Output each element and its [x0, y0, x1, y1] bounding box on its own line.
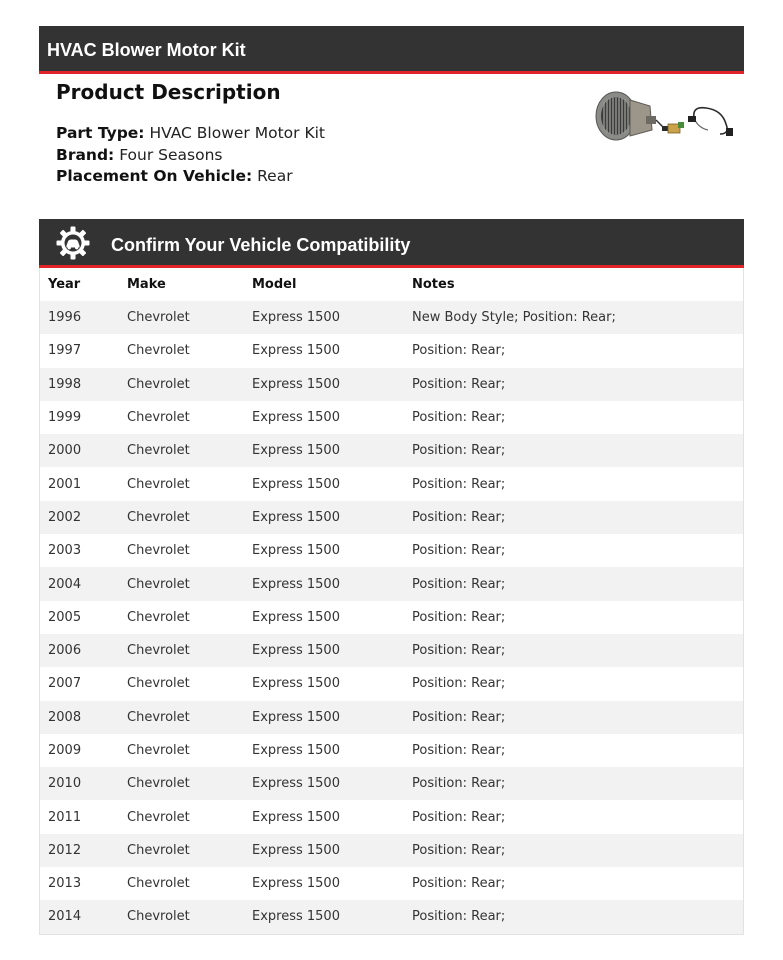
cell-notes: Position: Rear; [412, 410, 506, 426]
cell-year: 1997 [48, 343, 82, 359]
table-row [40, 434, 743, 467]
table-row [40, 601, 743, 634]
column-header-model: Model [252, 277, 297, 292]
cell-year: 2005 [48, 609, 82, 625]
cell-make: Chevrolet [127, 376, 190, 392]
cell-notes: Position: Rear; [412, 809, 506, 825]
table-row [40, 534, 743, 567]
table-row [40, 900, 743, 933]
table-row [40, 368, 743, 401]
cell-year: 2007 [48, 676, 82, 692]
cell-notes: Position: Rear; [412, 509, 506, 525]
cell-make: Chevrolet [127, 709, 190, 725]
cell-year: 2011 [48, 809, 82, 825]
cell-year: 2002 [48, 509, 82, 525]
table-row [40, 401, 743, 434]
cell-year: 2000 [48, 443, 82, 459]
cell-year: 2012 [48, 842, 82, 858]
cell-make: Chevrolet [127, 310, 190, 326]
cell-notes: Position: Rear; [412, 776, 506, 792]
cell-model: Express 1500 [252, 343, 340, 359]
cell-model: Express 1500 [252, 543, 340, 559]
table-row [40, 467, 743, 500]
cell-notes: Position: Rear; [412, 643, 506, 659]
compatibility-table [39, 268, 744, 935]
cell-make: Chevrolet [127, 576, 190, 592]
cell-notes: Position: Rear; [412, 842, 506, 858]
product-title: HVAC Blower Motor Kit [47, 40, 246, 60]
cell-year: 2004 [48, 576, 82, 592]
table-row [40, 834, 743, 867]
cell-model: Express 1500 [252, 776, 340, 792]
cell-notes: Position: Rear; [412, 476, 506, 492]
spec-brand [56, 146, 223, 164]
table-row [40, 501, 743, 534]
cell-model: Express 1500 [252, 809, 340, 825]
table-row [40, 567, 743, 600]
cell-notes: Position: Rear; [412, 343, 506, 359]
cell-year: 1998 [48, 376, 82, 392]
cell-make: Chevrolet [127, 909, 190, 925]
cell-model: Express 1500 [252, 443, 340, 459]
table-row [40, 334, 743, 367]
cell-make: Chevrolet [127, 842, 190, 858]
spec-placement [56, 167, 293, 185]
cell-model: Express 1500 [252, 376, 340, 392]
cell-model: Express 1500 [252, 576, 340, 592]
table-row [40, 867, 743, 900]
cell-model: Express 1500 [252, 743, 340, 758]
cell-year: 2013 [48, 876, 82, 892]
cell-notes: New Body Style; Position: Rear; [412, 310, 616, 326]
table-row [40, 800, 743, 833]
cell-make: Chevrolet [127, 743, 190, 758]
cell-make: Chevrolet [127, 643, 190, 659]
cell-year: 2008 [48, 709, 82, 725]
spec-part-type [56, 124, 325, 142]
cell-notes: Position: Rear; [412, 376, 506, 392]
description-heading: Product Description [56, 80, 281, 104]
cell-model: Express 1500 [252, 876, 340, 892]
table-row [40, 767, 743, 800]
cell-make: Chevrolet [127, 476, 190, 492]
cell-notes: Position: Rear; [412, 909, 506, 925]
cell-notes: Position: Rear; [412, 676, 506, 692]
cell-model: Express 1500 [252, 842, 340, 858]
table-body [40, 301, 743, 934]
cell-make: Chevrolet [127, 609, 190, 625]
cell-make: Chevrolet [127, 410, 190, 426]
spec-label: Brand: [56, 146, 115, 164]
cell-make: Chevrolet [127, 876, 190, 892]
spec-value: Rear [257, 167, 293, 185]
table-row [40, 667, 743, 700]
table-row [40, 734, 743, 767]
table-header-row [40, 268, 743, 301]
cell-notes: Position: Rear; [412, 609, 506, 625]
spec-value: HVAC Blower Motor Kit [149, 124, 325, 142]
cell-model: Express 1500 [252, 476, 340, 492]
cell-notes: Position: Rear; [412, 443, 506, 459]
cell-make: Chevrolet [127, 343, 190, 359]
cell-model: Express 1500 [252, 909, 340, 925]
spec-value: Four Seasons [119, 146, 223, 164]
cell-year: 2001 [48, 476, 82, 492]
cell-make: Chevrolet [127, 543, 190, 559]
cell-model: Express 1500 [252, 509, 340, 525]
cell-make: Chevrolet [127, 776, 190, 792]
spec-label: Part Type: [56, 124, 145, 142]
product-title-bar [39, 26, 744, 74]
compatibility-header [39, 219, 744, 268]
cell-model: Express 1500 [252, 410, 340, 426]
cell-model: Express 1500 [252, 310, 340, 326]
cell-year: 1999 [48, 410, 82, 426]
cell-make: Chevrolet [127, 809, 190, 825]
gear-car-icon [56, 226, 90, 260]
column-header-year: Year [48, 277, 81, 292]
cell-notes: Position: Rear; [412, 876, 506, 892]
cell-year: 2006 [48, 643, 82, 659]
product-image [590, 78, 740, 148]
cell-year: 2010 [48, 776, 82, 792]
cell-notes: Position: Rear; [412, 543, 506, 559]
cell-year: 2009 [48, 743, 82, 758]
column-header-make: Make [127, 277, 166, 292]
cell-year: 1996 [48, 310, 82, 326]
cell-year: 2003 [48, 543, 82, 559]
table-row [40, 634, 743, 667]
cell-model: Express 1500 [252, 709, 340, 725]
cell-make: Chevrolet [127, 509, 190, 525]
cell-make: Chevrolet [127, 443, 190, 459]
spec-label: Placement On Vehicle: [56, 167, 253, 185]
compatibility-title: Confirm Your Vehicle Compatibility [111, 235, 411, 255]
cell-notes: Position: Rear; [412, 709, 506, 725]
cell-notes: Position: Rear; [412, 576, 506, 592]
cell-model: Express 1500 [252, 676, 340, 692]
cell-notes: Position: Rear; [412, 743, 506, 758]
cell-model: Express 1500 [252, 643, 340, 659]
table-row [40, 701, 743, 734]
cell-model: Express 1500 [252, 609, 340, 625]
cell-year: 2014 [48, 909, 82, 925]
column-header-notes: Notes [412, 277, 455, 292]
cell-make: Chevrolet [127, 676, 190, 692]
table-row [40, 301, 743, 334]
